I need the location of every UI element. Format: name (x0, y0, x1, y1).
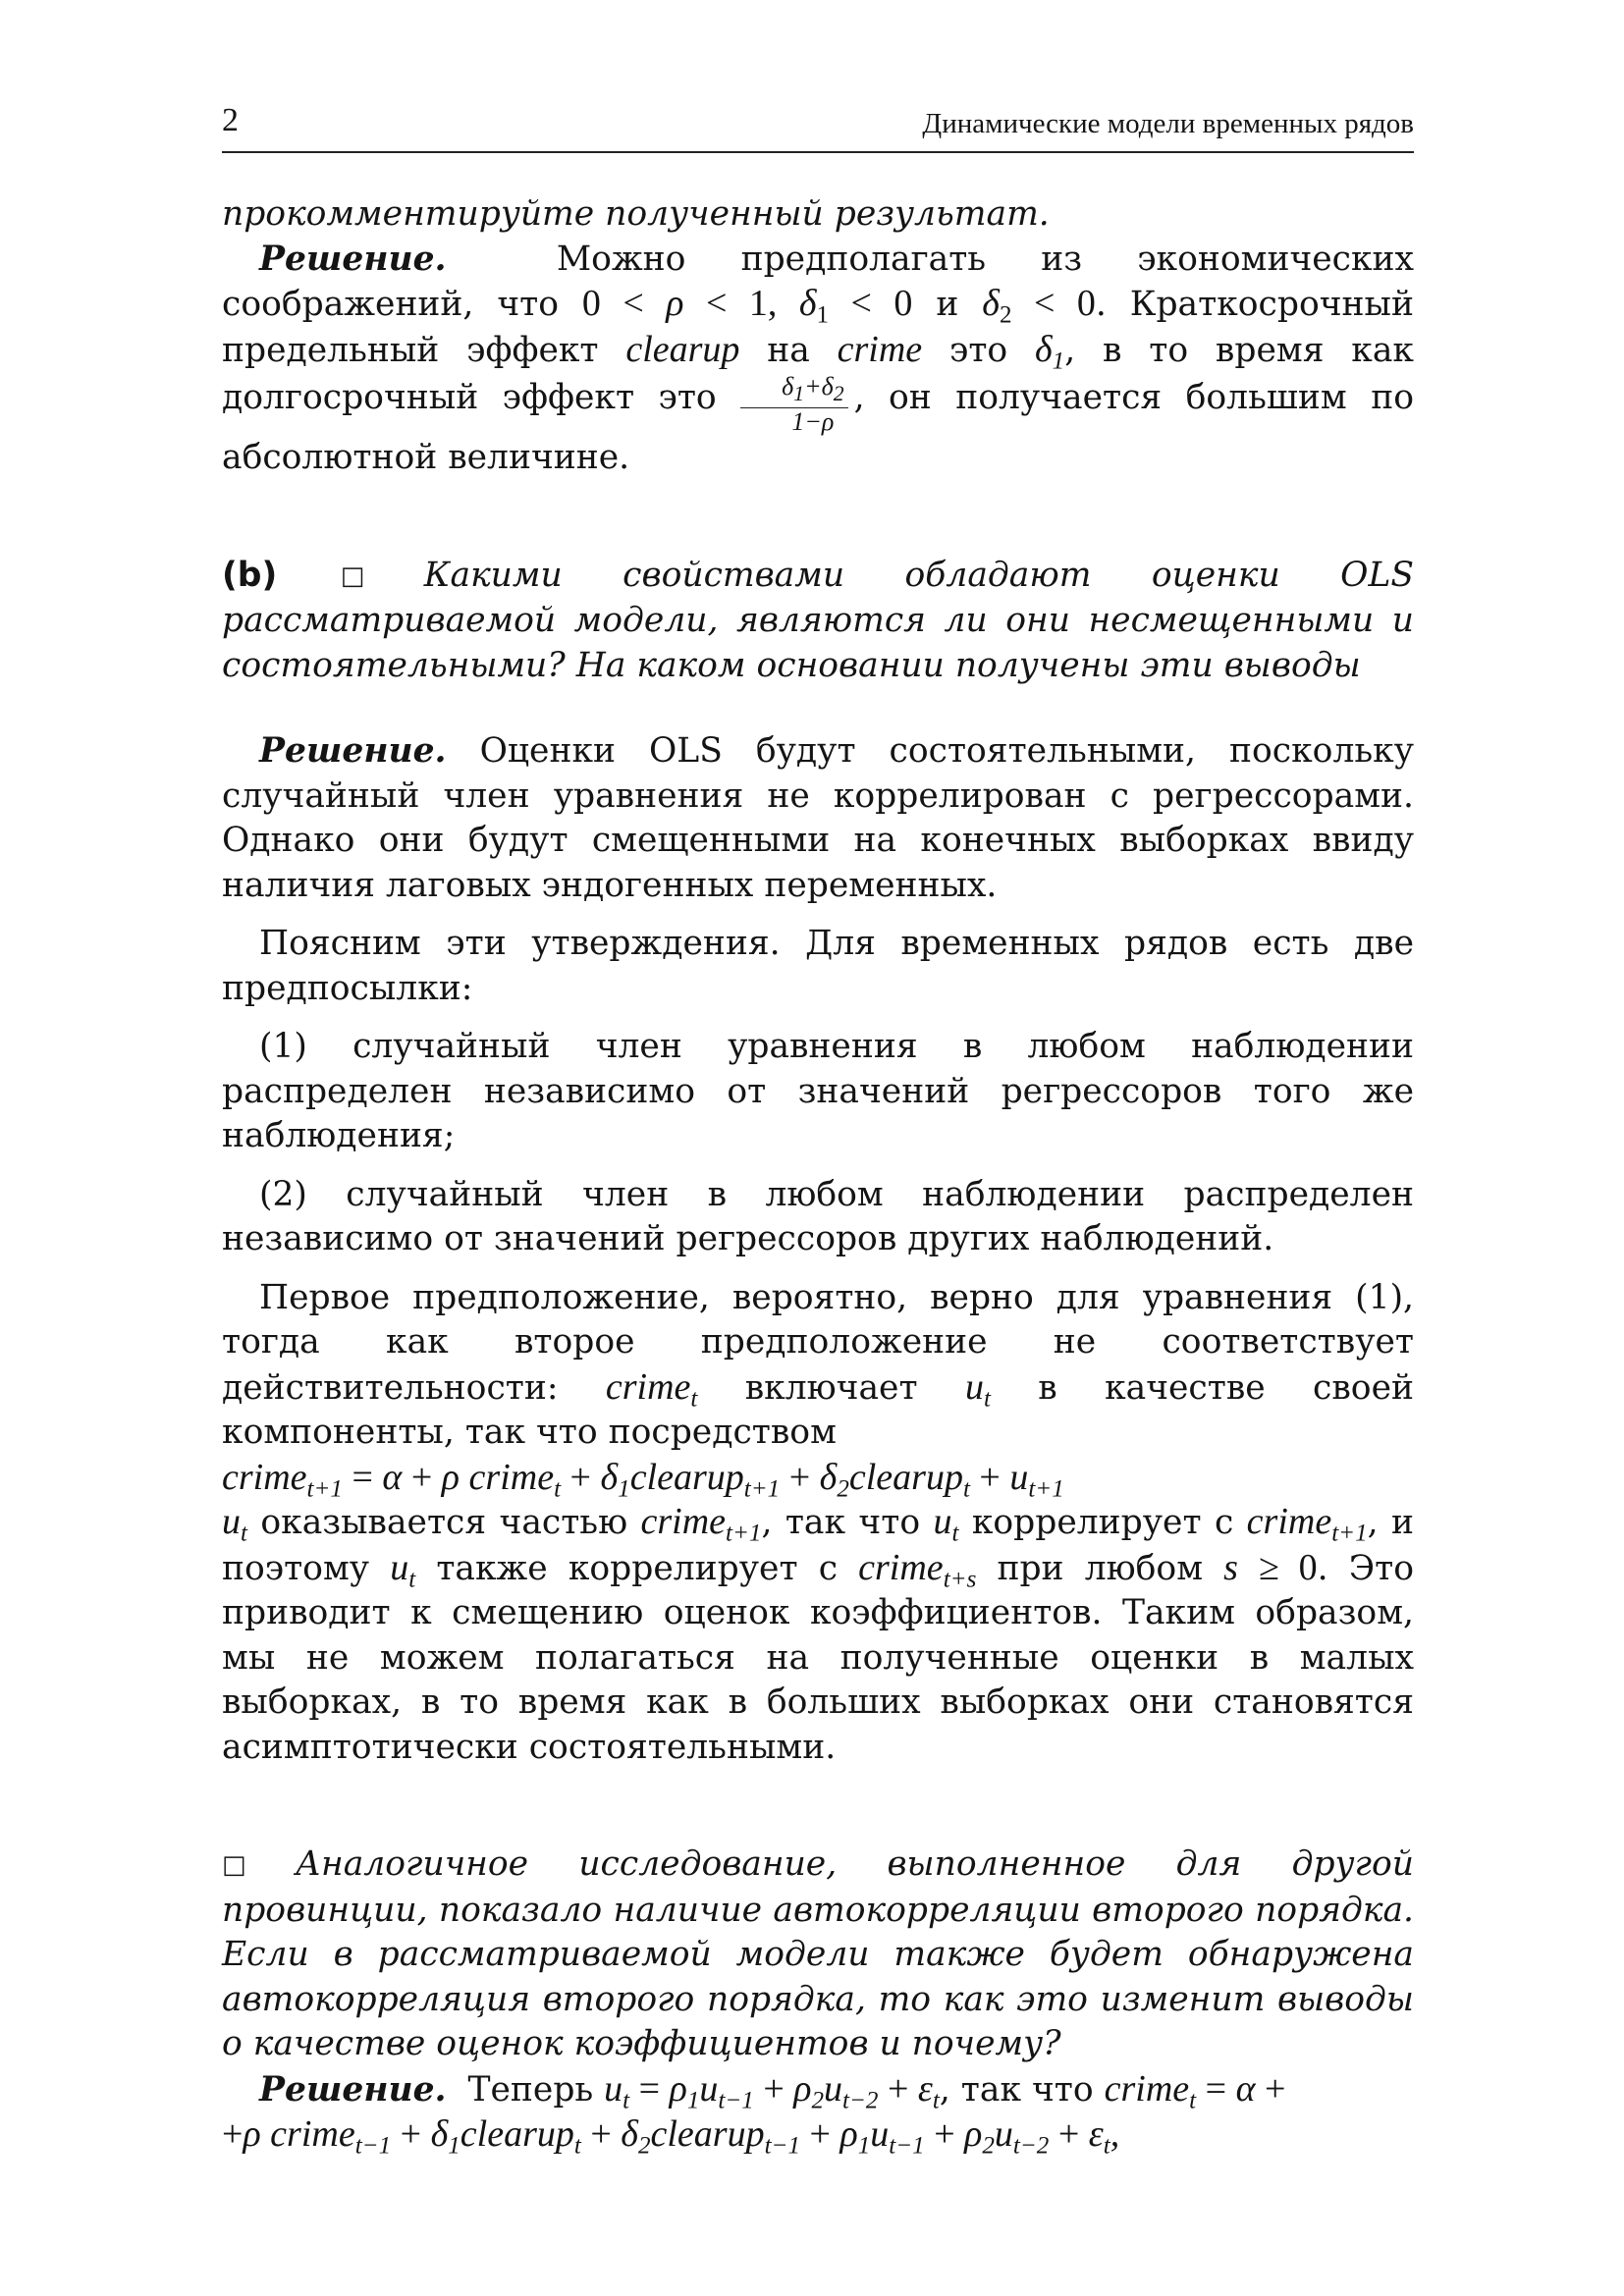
solution-label: Решение. (259, 239, 447, 279)
question-tail: прокомментируйте полученный результат. (222, 194, 1050, 234)
page-number: 2 (222, 102, 239, 138)
display-equation: crime$_{t+1}$ = α + ρ crime$_t$ + $\delta_1clearup_{t+1}$ + $\delta_2clearup_t + u_{t+1}$ (222, 1456, 1064, 1503)
after-equation-paragraph: $u_t$ оказывается частью crime$_{t+1}$, так что $u_t$ коррелирует с crime$_{t+1}$, и поэтому $u_t$ также коррелирует с crime$_{t+s}$ при любом s ≥ 0. Это приводит к смещению оценок коэффициентов. Таким образом, мы не можем полагаться на полученные оценки в малых выборках, в то время как в больших выборках они становятся асимптотически состоятельными. (222, 1501, 1414, 1767)
checkbox-square-icon: □ (291, 561, 414, 591)
solution-c: Решение. Теперь $u_t = \rho_1u_{t-1} + \rho_2u_{t-2} + \varepsilon_t$, так что crime$_t$ = α + +ρ crime$_{t-1}$ + $\delta_1clearup_t$ + $\delta_2clearup_{t-1} + \rho_1u_{t-1} + \rho_2u_{t-2} + \varepsilon_t$, (222, 2067, 1286, 2160)
page-header (222, 94, 1414, 153)
solution-b: Решение. Оценки OLS будут состоятельными, поскольку случайный член уравнения не коррелирован с регрессорами. Однако они будут смещенными на конечных выборках ввиду наличия лаговых эндогенных переменных. (222, 731, 1414, 905)
checkbox-square-icon: □ (222, 1850, 286, 1881)
premise-2: (2) случайный член в любом наблюдении распределен независимо от значений регрессоров других наблюдений. (222, 1174, 1414, 1259)
page-body (222, 192, 1414, 2159)
first-assumption-paragraph: Первое предположение, вероятно, верно для уравнения (1), тогда как второе предположение не соответствует действительности: crime$_t$ включает $u_t$ в качестве своей компоненты, так что посредством (222, 1277, 1414, 1453)
question-c: □ Аналогичное исследование, выполненное для другой провинции, показало наличие автокорреляции второго порядка. Если в рассматриваемой модели также будет обнаружена автокорреляция второго порядка, то как это изменит выводы о качестве оценок коэффициентов и почему? (222, 1844, 1414, 2064)
long-run-effect-fraction: $\frac{\delta_1+\delta_2}{1-\rho}$ (740, 373, 847, 436)
part-label-b: (b) (222, 555, 278, 595)
running-title: Динамические модели временных рядов (922, 108, 1414, 139)
explanation-paragraph: Поясним эти утверждения. Для временных рядов есть две предпосылки: (222, 924, 1414, 1008)
premise-1: (1) случайный член уравнения в любом наблюдении распределен независимо от значений регрессоров того же наблюдения; (222, 1027, 1414, 1156)
question-b: (b) □ Какими свойствами обладают оценки OLS рассматриваемой модели, являются ли они несмещенными и состоятельными? На каком основании получены эти выводы (222, 555, 1414, 685)
solution-a: Решение. Можно предполагать из экономических соображений, что 0 < ρ < 1, $\delta_1 < 0$ и $\delta_2 < 0$. Краткосрочный предельный эффект clearup на crime это $\delta_1$, в то время как долгосрочный эффект это $\frac{\delta_1+\delta_2}{1-\rho}$ , он получается большим по абсолютной величине. (222, 239, 1415, 478)
